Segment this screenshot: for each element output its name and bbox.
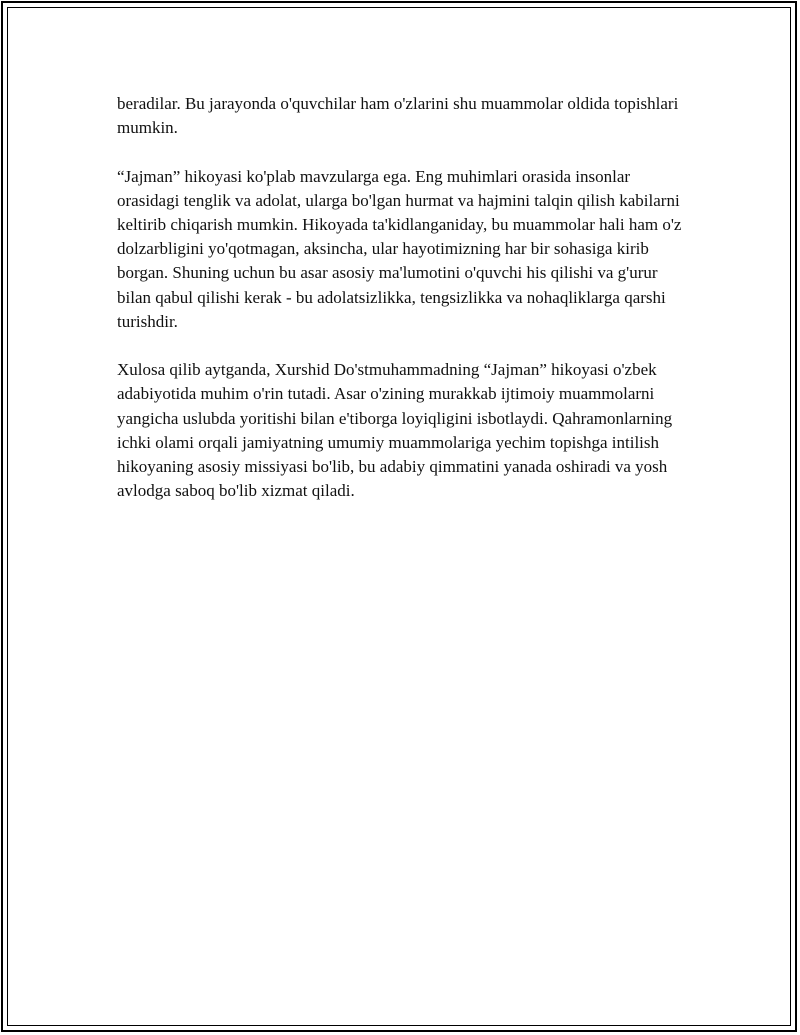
paragraph-1: beradilar. Bu jarayonda o'quvchilar ham o'zlarini shu muammolar oldida topishlari mumkin. <box>117 94 679 138</box>
paragraph-2: “Jajman” hikoyasi ko'plab mavzularga ega. Eng muhimlari orasida insonlar orasidagi tenglik va adolat, ularga bo'lgan hurmat va hajmini talqin qilish kabilarni keltirib chiqarish mumkin. Hikoyada ta'kidlanganiday, bu muammolar hali ham o'z dolzarbligini yo'qotmagan, aksincha, ular hayotimizning har bir sohasiga kirib borgan. Shuning uchun bu asar asosiy ma'lumotini o'quvchi his qilishi va g'urur bilan qabul qilishi kerak - bu adolatsizlikka, tengsizlikka va nohaqliklarga qarshi turishdir. <box>117 166 682 331</box>
paragraph-3: Xulosa qilib aytganda, Xurshid Do'stmuhammadning “Jajman” hikoyasi o'zbek adabiyotida muhim o'rin tutadi. Asar o'zining murakkab ijtimoiy muammolarni yangicha uslubda yoritishi bilan e'tiborga loyiqligini isbotlaydi. Qahramonlarning ichki olami orqali jamiyatning umumiy muammolariga yechim topishga intilish hikoyaning asosiy missiyasi bo'lib, bu adabiy qimmatini yanada oshiradi va yosh avlodga saboq bo'lib xizmat qiladi. <box>117 360 673 501</box>
document-body <box>117 92 687 528</box>
